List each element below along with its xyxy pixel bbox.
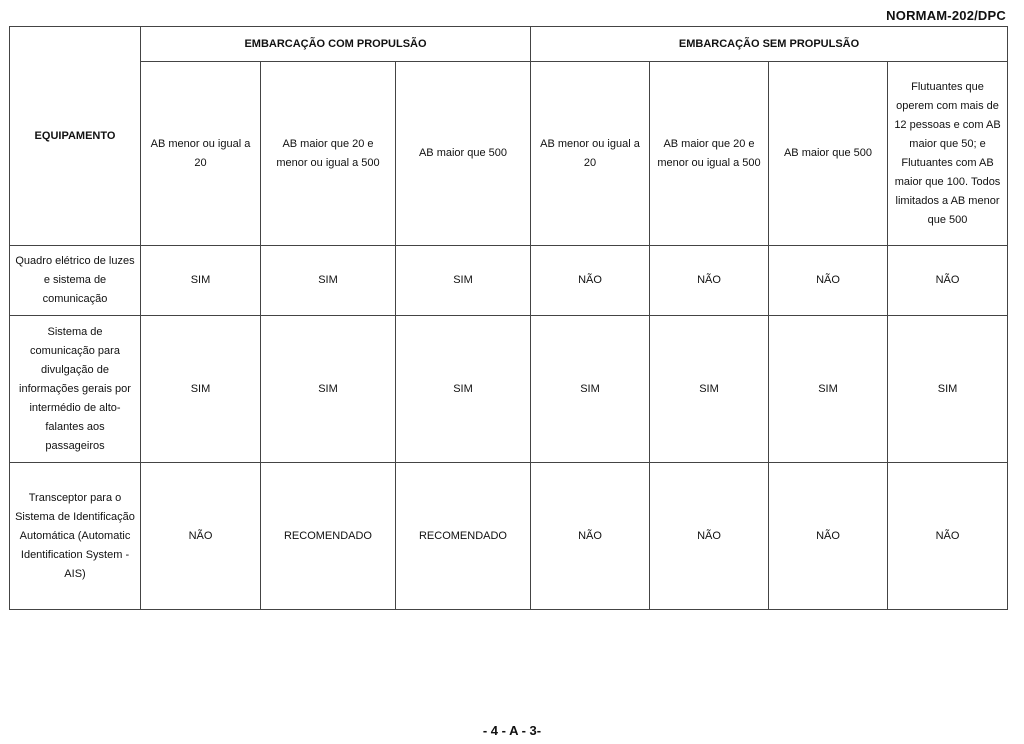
value-cell: NÃO: [888, 463, 1008, 610]
equipment-cell: Transceptor para o Sistema de Identificação Automática (Automatic Identification System - AIS): [10, 463, 141, 610]
page-number: - 4 - A - 3-: [482, 723, 542, 738]
column-header: AB maior que 20 e menor ou igual a 500: [261, 62, 396, 246]
value-cell: SIM: [141, 316, 261, 463]
group-header-without-propulsion: EMBARCAÇÃO SEM PROPULSÃO: [531, 27, 1008, 62]
column-header: AB maior que 500: [396, 62, 531, 246]
value-cell: NÃO: [531, 246, 650, 316]
group-header-with-propulsion: EMBARCAÇÃO COM PROPULSÃO: [141, 27, 531, 62]
value-cell: NÃO: [769, 463, 888, 610]
value-cell: RECOMENDADO: [396, 463, 531, 610]
value-cell: SIM: [769, 316, 888, 463]
document-code: NORMAM-202/DPC: [886, 8, 1006, 23]
value-cell: SIM: [261, 246, 396, 316]
column-header: AB maior que 20 e menor ou igual a 500: [650, 62, 769, 246]
value-cell: SIM: [141, 246, 261, 316]
value-cell: SIM: [888, 316, 1008, 463]
table-row: [10, 316, 1008, 463]
value-cell: NÃO: [888, 246, 1008, 316]
value-cell: SIM: [396, 246, 531, 316]
equipment-table: [9, 26, 1008, 610]
value-cell: SIM: [396, 316, 531, 463]
table-row: [10, 463, 1008, 610]
equipment-column-header: EQUIPAMENTO: [10, 27, 141, 246]
column-header: AB menor ou igual a 20: [141, 62, 261, 246]
value-cell: SIM: [650, 316, 769, 463]
group-header-row: [10, 27, 1008, 62]
equipment-cell: Sistema de comunicação para divulgação de informações gerais por intermédio de alto-falantes aos passageiros: [10, 316, 141, 463]
value-cell: RECOMENDADO: [261, 463, 396, 610]
column-header: AB menor ou igual a 20: [531, 62, 650, 246]
value-cell: NÃO: [650, 463, 769, 610]
value-cell: SIM: [531, 316, 650, 463]
column-header: AB maior que 500: [769, 62, 888, 246]
value-cell: NÃO: [650, 246, 769, 316]
value-cell: NÃO: [769, 246, 888, 316]
column-header: Flutuantes que operem com mais de 12 pessoas e com AB maior que 50; e Flutuantes com AB maior que 100. Todos limitados a AB menor que 500: [888, 62, 1008, 246]
value-cell: SIM: [261, 316, 396, 463]
sub-header-row: [10, 62, 1008, 246]
equipment-cell: Quadro elétrico de luzes e sistema de comunicação: [10, 246, 141, 316]
value-cell: NÃO: [141, 463, 261, 610]
table-row: [10, 246, 1008, 316]
value-cell: NÃO: [531, 463, 650, 610]
